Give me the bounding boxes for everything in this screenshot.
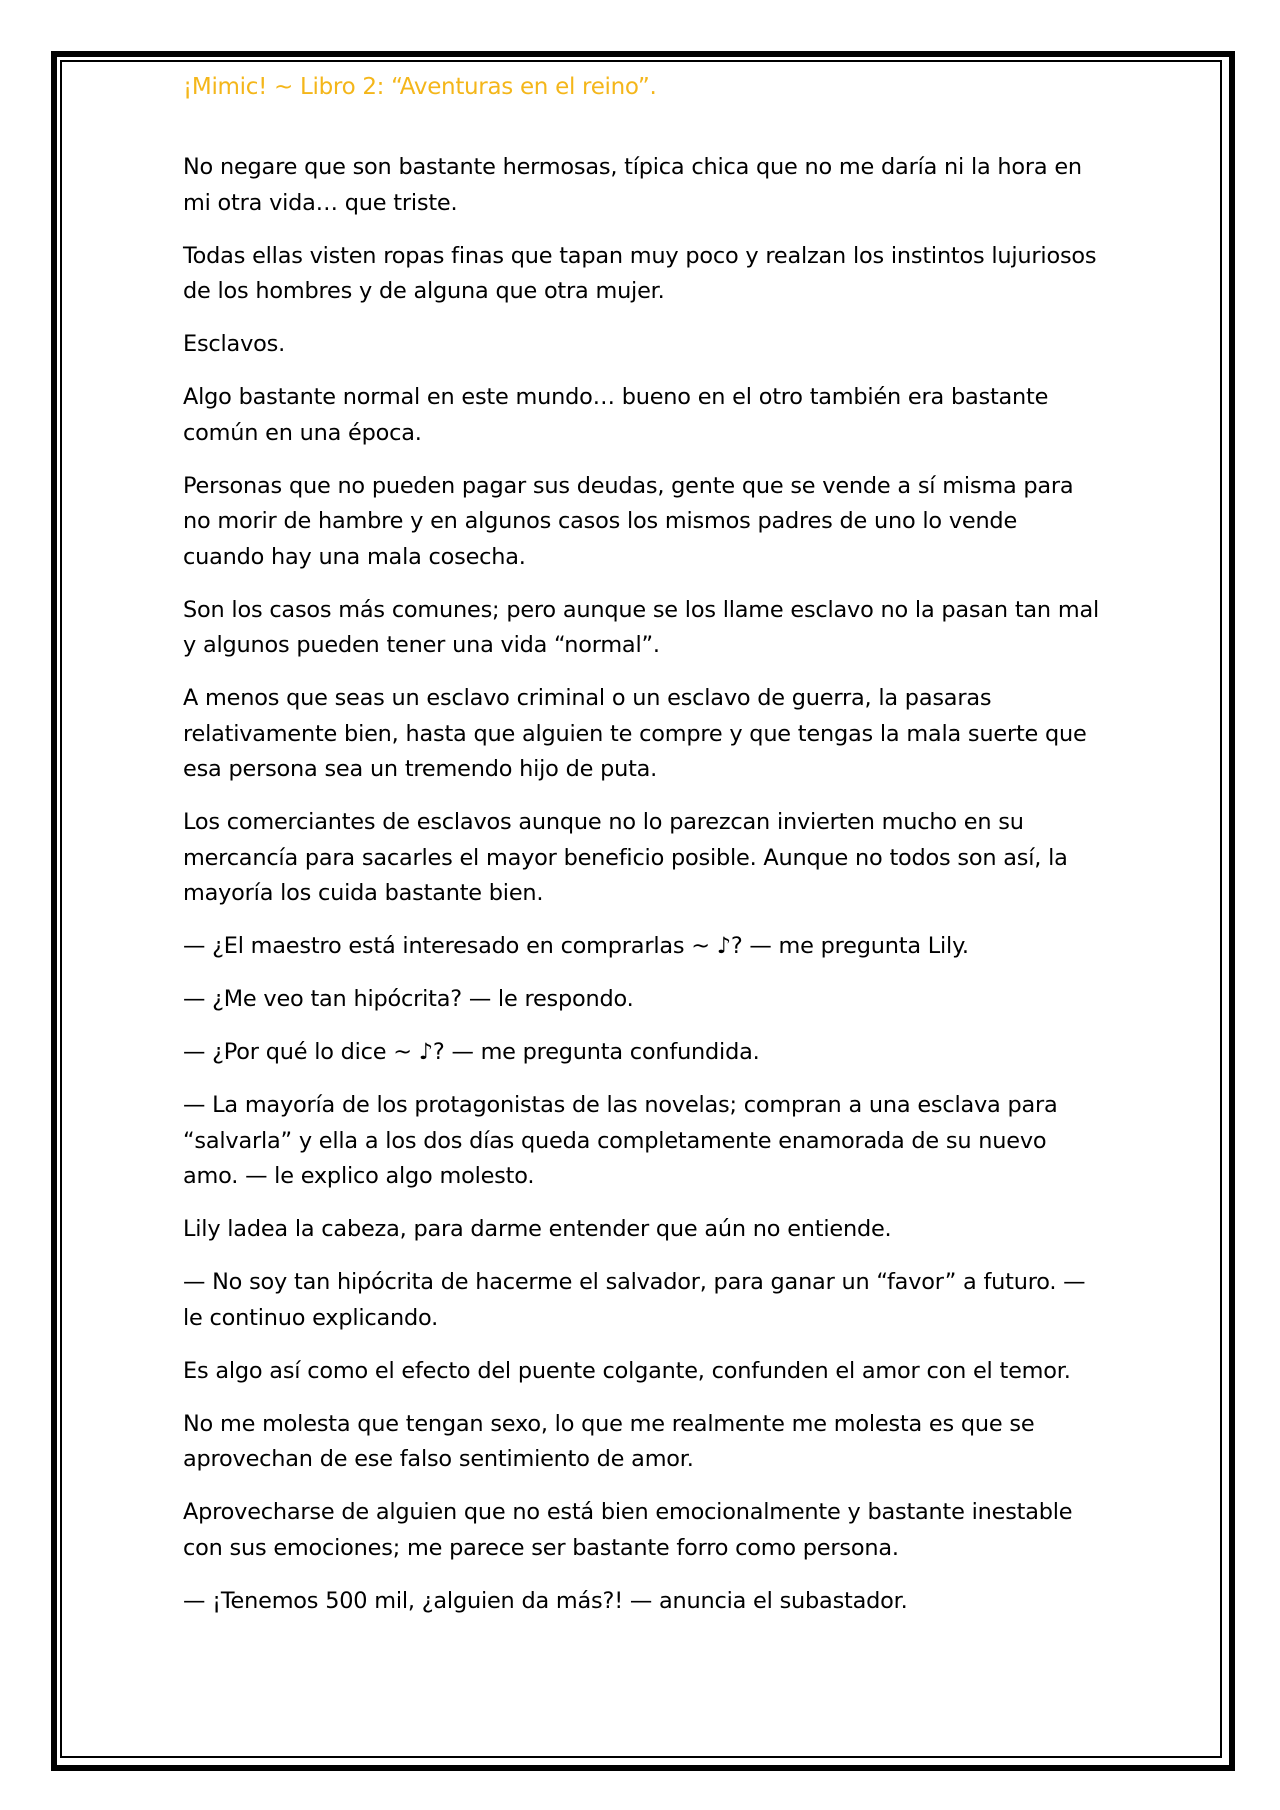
paragraph: Algo bastante normal en este mundo… bueno en el otro también era bastante común en una época. xyxy=(183,384,1049,446)
paragraph: No negare que son bastante hermosas, típica chica que no me daría ni la hora en mi otra vida… que triste. xyxy=(183,154,1082,216)
paragraph: A menos que seas un esclavo criminal o un esclavo de guerra, la pasaras relativamente bien, hasta que alguien te compre y que tengas la mala suerte que esa persona sea un tremendo hijo de puta. xyxy=(183,685,1087,782)
paragraph: Esclavos. xyxy=(183,331,285,357)
paragraph: Es algo así como el efecto del puente colgante, confunden el amor con el temor. xyxy=(183,1357,1071,1384)
dialogue-line: — ¿Por qué lo dice ~ ♪? — me pregunta confundida. xyxy=(183,1039,760,1065)
paragraph: Son los casos más comunes; pero aunque se los llame esclavo no la pasan tan mal y algunos pueden tener una vida “normal”. xyxy=(183,596,1099,658)
paragraph: Lily ladea la cabeza, para darme entender que aún no entiende. xyxy=(183,1216,892,1242)
paragraph: Los comerciantes de esclavos aunque no lo parezcan invierten mucho en su mercancía para sacarles el mayor beneficio posible. Aunque no todos son así, la mayoría los cuida bastante bien. xyxy=(183,809,1068,906)
paragraph: Aprovecharse de alguien que no está bien emocionalmente y bastante inestable con sus emociones; me parece ser bastante forro como persona. xyxy=(183,1499,1073,1561)
page-body xyxy=(183,150,1103,1637)
paragraph: Personas que no pueden pagar sus deudas, gente que se vende a sí misma para no morir de hambre y en algunos casos los mismos padres de uno lo vende cuando hay una mala cosecha. xyxy=(183,472,1074,570)
dialogue-line: — La mayoría de los protagonistas de las novelas; compran a una esclava para “salvarla” y ella a los dos días queda completamente enamorada de su nuevo amo. — le explico algo molesto. xyxy=(183,1092,1058,1189)
paragraph: No me molesta que tengan sexo, lo que me realmente me molesta es que se aprovechan de ese falso sentimiento de amor. xyxy=(183,1410,1035,1472)
paragraph: Todas ellas visten ropas finas que tapan muy poco y realzan los instintos lujuriosos de los hombres y de alguna que otra mujer. xyxy=(183,242,1097,304)
page-header-title: ¡Mimic! ~ Libro 2: “Aventuras en el reino”. xyxy=(183,74,657,100)
dialogue-line: — ¿El maestro está interesado en comprarlas ~ ♪? — me pregunta Lily. xyxy=(183,933,969,959)
dialogue-line: — ¡Tenemos 500 mil, ¿alguien da más?! — anuncia el subastador. xyxy=(183,1587,908,1614)
dialogue-line: — No soy tan hipócrita de hacerme el salvador, para ganar un “favor” a futuro. — le continuo explicando. xyxy=(183,1269,1086,1331)
dialogue-line: — ¿Me veo tan hipócrita? — le respondo. xyxy=(183,986,634,1012)
